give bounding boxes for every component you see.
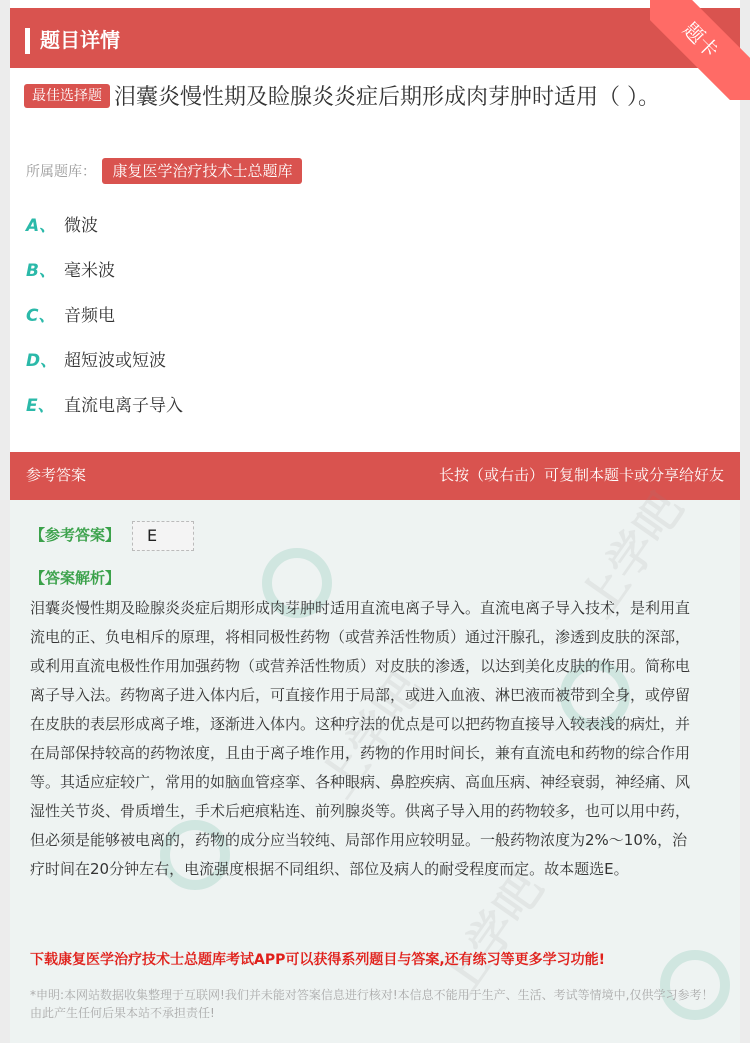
option-text: 超短波或短波: [64, 351, 166, 371]
ribbon-label: 题卡: [650, 0, 750, 100]
download-promo-link[interactable]: 下载康复医学治疗技术士总题库考试APP可以获得系列题目与答案,还有练习等更多学习功能!: [30, 952, 606, 968]
analysis-label: 【答案解析】: [30, 569, 121, 587]
question-text: 泪囊炎慢性期及睑腺炎炎症后期形成肉芽肿时适用（ ）。: [114, 85, 660, 110]
answer-label: 【参考答案】: [30, 526, 121, 544]
bank-link[interactable]: 康复医学治疗技术士总题库: [102, 158, 302, 184]
option-letter: B、: [26, 261, 56, 281]
option-list: [26, 208, 183, 433]
title-accent-bar: [25, 28, 30, 54]
option-letter: A、: [26, 216, 57, 236]
option-letter: E、: [26, 396, 55, 416]
analysis-text: 泪囊炎慢性期及睑腺炎炎症后期形成肉芽肿时适用直流电离子导入。直流电离子导入技术，是利用直流电的正、负电相斥的原理，将相同极性药物（或营养活性物质）通过汗腺孔，渗透到皮肤的深部，或利用直流电极性作用加强药物（或营养活性物质）对皮肤的渗透，以达到美化皮肤的作用。简称电离子导入法。药物离子进入体内后，可直接作用于局部，或进入血液、淋巴液而被带到全身，或停留在皮肤的表层形成离子堆，逐渐进入体内。这种疗法的优点是可以把药物直接导入较表浅的病灶，并在局部保持较高的药物浓度，且由于离子堆作用，药物的作用时间长，兼有直流电和药物的综合作用等。其适应症较广，常用的如脑血管痉挛、各种眼病、鼻腔疾病、高血压病、神经衰弱，神经痛、风湿性关节炎、骨质增生，手术后疤痕粘连、前列腺炎等。供离子导入用的药物较多，也可以用中药，但必须是能够被电离的，药物的成分应当较纯、局部作用应较明显。一般药物浓度为2%～10%，治疗时间在20分钟左右，电流强度根据不同组织、部位及病人的耐受程度而定。故本题选E。: [30, 599, 691, 878]
option-letter: C、: [26, 306, 56, 326]
option-e[interactable]: [26, 388, 183, 433]
question-type-badge: 最佳选择题: [24, 84, 110, 108]
bank-row: [26, 158, 302, 185]
answer-value: E: [132, 521, 194, 551]
option-d[interactable]: [26, 343, 183, 388]
bank-label: 所属题库：: [26, 164, 96, 180]
option-text: 毫米波: [64, 261, 115, 281]
answer-header: [10, 452, 740, 500]
option-a[interactable]: [26, 208, 183, 253]
share-hint: 长按（或右击）可复制本题卡或分享给好友: [438, 466, 724, 484]
option-letter: D、: [26, 351, 58, 371]
option-c[interactable]: [26, 298, 183, 343]
header-bar: [10, 8, 740, 68]
option-text: 直流电离子导入: [64, 396, 183, 416]
page-title: 题目详情: [40, 28, 120, 52]
option-text: 微波: [64, 216, 98, 236]
disclaimer: *申明:本网站数据收集整理于互联网!我们并未能对答案信息进行核对!本信息不能用于生产、生活、考试等情境中,仅供学习参考！由此产生任何后果本站不承担责任!: [30, 988, 714, 1020]
option-text: 音频电: [64, 306, 115, 326]
option-b[interactable]: [26, 253, 183, 298]
answer-section-title: 参考答案: [26, 466, 87, 484]
question-stem: [24, 80, 724, 116]
